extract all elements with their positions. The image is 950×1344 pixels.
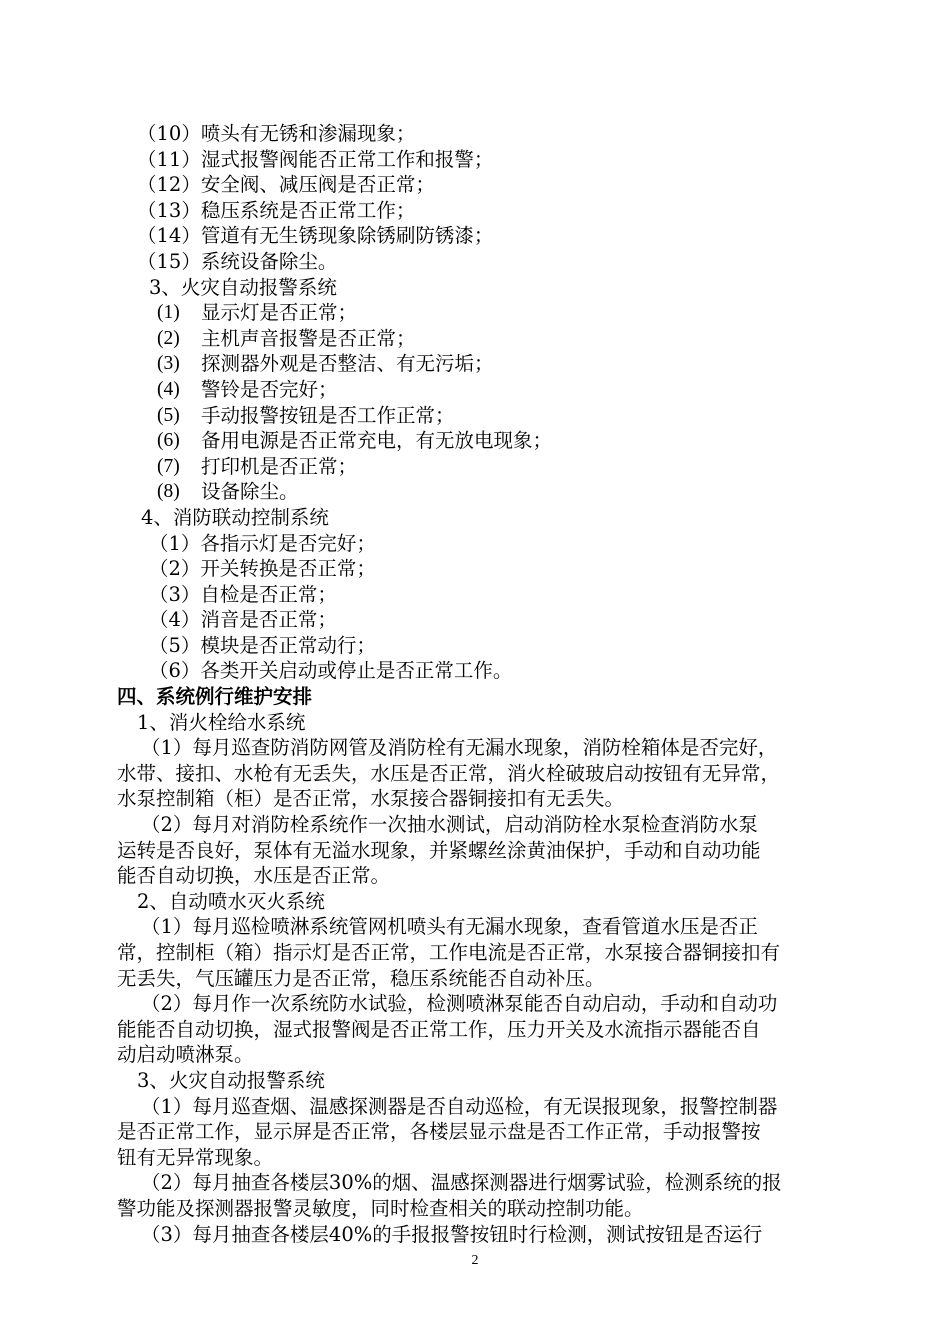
list-item: （13）稳压系统是否正常工作； (137, 198, 416, 222)
list-item: （15）系统设备除尘。 (137, 249, 338, 273)
list-item (117, 326, 837, 352)
paragraph (117, 1094, 837, 1171)
list-item: （10）喷头有无锈和渗漏现象； (137, 122, 416, 145)
paragraph-line: （2）每月抽查各楼层30%的烟、温感探测器进行烟雾试验，检测系统的报 (141, 1171, 782, 1195)
page-number: 2 (471, 1253, 479, 1268)
list-number: (3) (157, 353, 180, 375)
list-item (117, 454, 837, 480)
list-block-alarm-items (117, 300, 837, 505)
list-block-linkage-items (117, 531, 837, 685)
list-text: 手动报警按钮是否工作正常； (201, 403, 455, 427)
list-item: （4）消音是否正常； (149, 608, 337, 632)
paragraph-line: 水带、接扣、水枪有无丢失，水压是否正常，消火栓破玻启动按钮有无异常， (117, 761, 781, 785)
paragraph (117, 991, 837, 1068)
paragraph-line: 警功能及探测器报警灵敏度，同时检查相关的联动控制功能。 (117, 1196, 644, 1220)
paragraph-line: 是否正常工作，显示屏是否正常，各楼层显示盘是否工作正常，手动报警按 (117, 1120, 761, 1144)
paragraph-line: （2）每月作一次系统防水试验，检测喷淋泵能否自动启动，手动和自动功 (141, 992, 778, 1016)
list-number: (2) (157, 327, 180, 349)
paragraph-line: 能能否自动切换，湿式报警阀是否正常工作，压力开关及水流指示器能否自 (117, 1017, 761, 1041)
list-item: （14）管道有无生锈现象除锈刷防锈漆； (137, 224, 494, 248)
paragraph-line: （1）每月巡查防消防网管及消防栓有无漏水现象，消防栓箱体是否完好， (141, 736, 778, 760)
paragraph-line: 水泵控制箱（柜）是否正常，水泵接合器铜接扣有无丢失。 (117, 787, 625, 811)
list-text: 警铃是否完好； (201, 377, 338, 401)
paragraph (117, 735, 837, 812)
subsection-title: 3、火灾自动报警系统 (137, 1068, 325, 1092)
paragraph-line: 能否自动切换，水压是否正常。 (117, 864, 391, 888)
list-block-sprinkler-items (117, 121, 837, 275)
list-number: (4) (157, 378, 180, 400)
list-item: （11）湿式报警阀能否正常工作和报警； (137, 147, 494, 171)
list-item (117, 351, 837, 377)
subsection-title: 4、消防联动控制系统 (141, 505, 329, 529)
list-item (117, 300, 837, 326)
paragraph-line: 运转是否良好，泵体有无溢水现象，并紧螺丝涂黄油保护，手动和自动功能 (117, 838, 761, 862)
paragraph-line: 无丢失，气压罐压力是否正常，稳压系统能否自动补压。 (117, 966, 605, 990)
paragraph (117, 1170, 837, 1221)
list-text: 探测器外观是否整洁、有无污垢； (201, 352, 494, 376)
subsection-title: 1、消火栓给水系统 (137, 710, 306, 734)
list-text: 设备除尘。 (201, 480, 299, 504)
list-item: （2）开关转换是否正常； (149, 557, 376, 581)
list-item (117, 479, 837, 505)
paragraph (117, 914, 837, 991)
list-item (117, 377, 837, 403)
list-number: (5) (157, 404, 180, 426)
paragraph (117, 1222, 837, 1248)
subsection-title: 3、火灾自动报警系统 (149, 275, 337, 299)
paragraph-line: （1）每月巡检喷淋系统管网机喷头有无漏水现象，查看管道水压是否正 (141, 915, 758, 939)
list-text: 打印机是否正常； (201, 454, 358, 478)
list-item: （5）模块是否正常动行； (149, 633, 376, 657)
list-item: （1）各指示灯是否完好； (149, 531, 376, 555)
list-item: （3）自检是否正常； (149, 582, 337, 606)
section-heading: 四、系统例行维护安排 (117, 685, 313, 709)
list-number: (1) (157, 302, 180, 324)
list-item: （12）安全阀、减压阀是否正常； (137, 173, 435, 197)
list-number: (6) (157, 430, 180, 452)
list-item (117, 428, 837, 454)
list-text: 显示灯是否正常； (201, 301, 358, 325)
paragraph-line: 常，控制柜（箱）指示灯是否正常，工作电流是否正常，水泵接合器铜接扣有 (117, 941, 781, 964)
list-item: （6）各类开关启动或停止是否正常工作。 (149, 659, 513, 683)
list-text: 主机声音报警是否正常； (201, 326, 416, 350)
paragraph-line: 动启动喷淋泵。 (117, 1043, 254, 1067)
list-number: (8) (157, 481, 180, 503)
list-number: (7) (157, 455, 180, 477)
list-item (117, 403, 837, 429)
paragraph-line: （2）每月对消防栓系统作一次抽水测试，启动消防栓水泵检查消防水泵 (141, 813, 758, 837)
paragraph-line: （1）每月巡查烟、温感探测器是否自动巡检，有无误报现象，报警控制器 (141, 1094, 778, 1118)
list-text: 备用电源是否正常充电，有无放电现象； (201, 429, 553, 453)
paragraph-line: 钮有无异常现象。 (117, 1145, 274, 1169)
subsection-title: 2、自动喷水灭火系统 (137, 889, 325, 913)
document-body (117, 121, 837, 1247)
paragraph-line: （3）每月抽查各楼层40%的手报报警按钮时行检测，测试按钮是否运行 (141, 1222, 763, 1246)
paragraph (117, 812, 837, 889)
